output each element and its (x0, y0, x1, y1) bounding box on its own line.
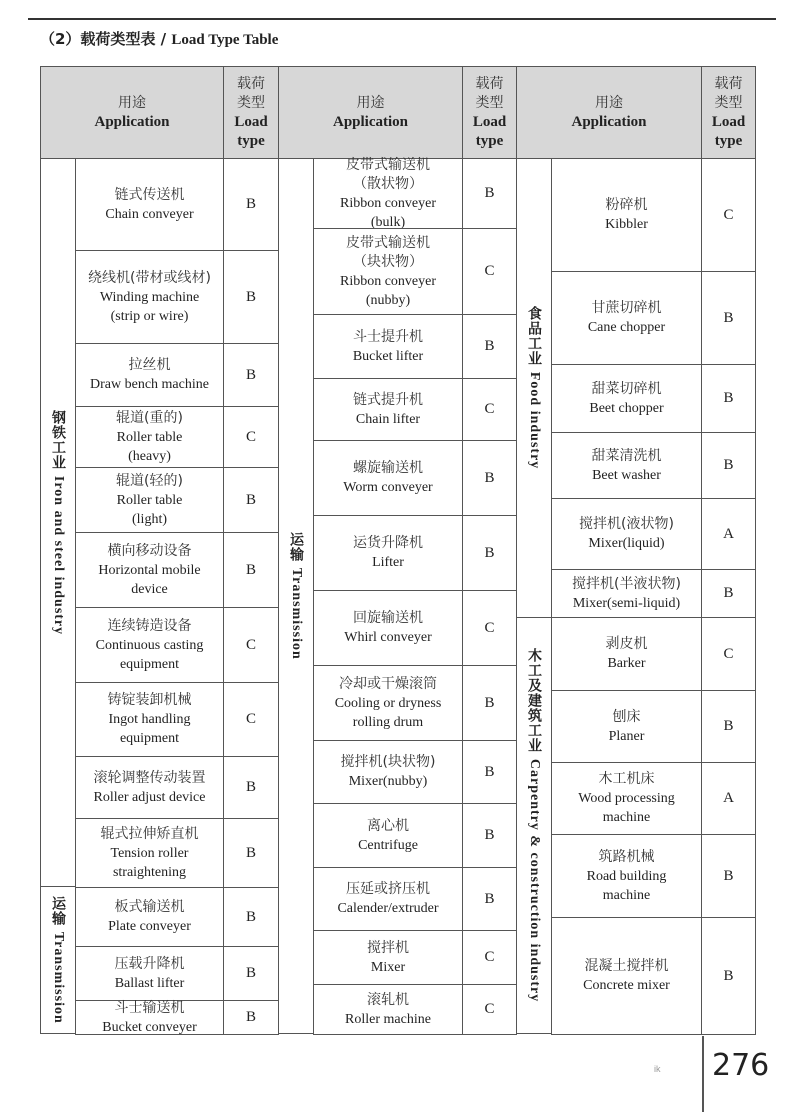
application-name-en: Roller table (116, 492, 183, 508)
application-name-cn: 混凝土搅拌机 (584, 958, 669, 974)
table-row-application (75, 818, 224, 888)
application-name-cn: 滚轮调整传动装置 (93, 769, 206, 786)
table-row-load-type: B (462, 665, 517, 741)
industry-label-iron-steel: 钢铁工业 Iron and steel industry (40, 158, 76, 887)
table-row-load-type: B (701, 569, 756, 618)
application-name-en: Continuous casting (95, 637, 204, 653)
application-name-en: (light) (132, 511, 167, 527)
application-name-en: (nubby) (365, 292, 411, 308)
table-row-load-type: B (701, 432, 756, 499)
table-row-load-type: B (223, 1000, 279, 1035)
application-name-en: Worm conveyer (343, 480, 433, 495)
table-row-load-type: B (462, 314, 517, 379)
table-row-load-type: B (701, 690, 756, 763)
table-row-application (313, 665, 463, 741)
header-application: 用途 Application (516, 66, 702, 159)
application-name-cn: 甜菜切碎机 (591, 380, 662, 397)
table-row-application (75, 1000, 224, 1035)
table-row-application (313, 440, 463, 516)
application-name-en: Mixer(nubby) (348, 774, 428, 789)
table-row-load-type: B (462, 867, 517, 931)
application-name-en: Mixer(liquid) (588, 536, 665, 551)
application-name-en: Ingot handling (108, 712, 191, 727)
table-row-load-type: B (462, 158, 517, 229)
header-load-type: 载荷 类型 Load type (462, 66, 517, 159)
title-cn: （2）载荷类型表 / (40, 30, 172, 48)
table-row-load-type: B (223, 946, 279, 1001)
header-application: 用途 Application (278, 66, 463, 159)
application-name-en: equipment (119, 656, 180, 672)
application-name-en: device (131, 581, 168, 597)
application-name-en: Wood processing (578, 791, 675, 806)
table-row-application (313, 314, 463, 379)
table-row-load-type: B (223, 887, 279, 947)
application-name-en: Tension roller (110, 845, 189, 861)
table-row-load-type: B (223, 343, 279, 407)
table-row-load-type: B (223, 756, 279, 819)
header-load-type: 载荷 类型 Load type (701, 66, 756, 159)
application-name-cn: 连续铸造设备 (107, 617, 192, 634)
table-row-application (75, 467, 224, 533)
application-name-cn: （块状物） (353, 253, 423, 270)
table-row-load-type: C (701, 617, 756, 691)
table-row-load-type: C (462, 590, 517, 666)
table-row-application (551, 569, 702, 618)
application-name-en: Roller machine (345, 1011, 431, 1027)
table-row-application (313, 158, 463, 229)
table-row-load-type: C (223, 406, 279, 468)
application-name-cn: 运货升降机 (353, 535, 423, 551)
application-name-en: Cooling or dryness (334, 695, 442, 711)
application-name-cn: 辊道(重的) (116, 409, 183, 426)
table-row-load-type: B (701, 917, 756, 1035)
application-name-en: Road building (586, 868, 667, 884)
table-row-application (313, 867, 463, 931)
application-name-en: Plate conveyer (108, 919, 191, 934)
table-row-application (313, 515, 463, 591)
application-name-cn: 压延或挤压机 (346, 881, 430, 897)
application-name-en: Mixer(semi-liquid) (572, 595, 681, 611)
footer-mark: ik (654, 1064, 661, 1074)
table-row-application (75, 946, 224, 1001)
table-row-application (313, 378, 463, 441)
application-name-en: Chain conveyer (105, 206, 194, 222)
table-row-application (551, 762, 702, 835)
application-name-cn: 离心机 (367, 817, 409, 834)
application-name-cn: 甘蔗切碎机 (591, 300, 662, 316)
application-name-cn: 搅拌机(半液状物) (572, 575, 681, 592)
table-row-load-type: A (701, 498, 756, 570)
table-row-load-type: C (701, 158, 756, 272)
table-row-load-type: B (701, 834, 756, 918)
application-name-cn: 搅拌机(液状物) (579, 516, 674, 532)
application-name-cn: 滚轧机 (367, 991, 409, 1008)
table-row-load-type: C (462, 984, 517, 1035)
page-title (40, 28, 278, 49)
table-row-load-type: B (223, 532, 279, 608)
table-row-application (551, 834, 702, 918)
header-application: 用途 Application (40, 66, 224, 159)
table-row-load-type: C (462, 378, 517, 441)
table-row-load-type: B (223, 467, 279, 533)
application-name-en: Barker (607, 656, 646, 671)
application-name-cn: 回旋输送机 (353, 610, 423, 626)
page-number: 276 (712, 1048, 770, 1083)
table-row-application (313, 590, 463, 666)
table-row-application (75, 343, 224, 407)
application-name-en: machine (602, 810, 651, 825)
application-name-cn: 链式传送机 (114, 186, 185, 203)
table-row-load-type: B (462, 515, 517, 591)
industry-label-carpentry: 木工及建筑工业 Carpentry & construction industry (516, 617, 552, 1034)
table-row-application (75, 756, 224, 819)
header-load-type: 载荷 类型 Load type (223, 66, 279, 159)
application-name-cn: 链式提升机 (353, 391, 423, 408)
application-name-en: Chain lifter (355, 411, 421, 427)
table-row-application (551, 690, 702, 763)
table-row-application (551, 158, 702, 272)
application-name-cn: 甜菜清洗机 (591, 447, 662, 464)
application-name-cn: 横向移动设备 (107, 542, 192, 559)
application-name-en: Centrifuge (358, 837, 418, 853)
application-name-cn: 绕线机(带材或线材) (88, 269, 211, 286)
table-row-application (551, 617, 702, 691)
application-name-en: (bulk) (370, 214, 406, 230)
table-row-application (551, 364, 702, 433)
table-row-application (75, 887, 224, 947)
application-name-en: (heavy) (128, 448, 171, 464)
application-name-en: Lifter (372, 555, 404, 570)
application-name-en: Ribbon conveyer (339, 195, 437, 211)
table-row-application (75, 406, 224, 468)
table-row-load-type: B (701, 271, 756, 365)
table-row-load-type: A (701, 762, 756, 835)
application-name-cn: 斗士提升机 (353, 328, 423, 345)
application-name-en: machine (602, 887, 651, 903)
table-row-application (75, 158, 224, 251)
application-name-cn: 粉碎机 (605, 197, 648, 213)
table-row-application (313, 228, 463, 315)
table-row-application (313, 740, 463, 804)
application-name-cn: 铸锭装卸机械 (107, 692, 192, 708)
application-name-cn: 剥皮机 (605, 636, 648, 652)
application-name-en: Ribbon conveyer (339, 273, 437, 289)
application-name-cn: 斗士输送机 (114, 999, 185, 1016)
table-row-load-type: B (223, 818, 279, 888)
table-row-application (75, 250, 224, 344)
application-name-cn: 皮带式输送机 (346, 234, 430, 251)
title-en: Load Type Table (171, 32, 279, 48)
table-row-load-type: C (462, 930, 517, 985)
table-row-application (75, 532, 224, 608)
application-name-en: Horizontal mobile (98, 562, 201, 578)
application-name-en: Cane chopper (587, 320, 666, 335)
application-name-cn: 皮带式输送机 (346, 156, 430, 173)
application-name-cn: 冷却或干燥滚筒 (339, 675, 437, 692)
application-name-en: Mixer (370, 959, 406, 975)
application-name-en: Whirl conveyer (344, 630, 432, 645)
table-row-load-type: B (701, 364, 756, 433)
table-row-application (313, 984, 463, 1035)
application-name-cn: 板式输送机 (114, 899, 185, 915)
application-name-en: Roller table (116, 429, 183, 445)
application-name-en: straightening (112, 864, 187, 880)
application-name-cn: 辊式拉伸矫直机 (100, 825, 199, 842)
table-row-load-type: B (462, 440, 517, 516)
application-name-cn: 拉丝机 (128, 357, 171, 373)
table-row-load-type: C (462, 228, 517, 315)
application-name-en: Concrete mixer (583, 978, 670, 993)
top-rule (28, 18, 776, 20)
application-name-en: Draw bench machine (90, 377, 209, 392)
application-name-cn: 筑路机械 (598, 848, 655, 865)
table-row-load-type: B (223, 158, 279, 251)
table-row-application (75, 607, 224, 683)
application-name-cn: 搅拌机(块状物) (340, 754, 436, 770)
application-name-cn: 压载升降机 (114, 955, 185, 972)
table-row-application (551, 271, 702, 365)
table-row-load-type: B (462, 803, 517, 868)
application-name-en: Bucket conveyer (102, 1019, 197, 1035)
application-name-cn: （散状物） (353, 175, 423, 192)
application-name-cn: 木工机床 (598, 771, 655, 787)
table-row-load-type: C (223, 607, 279, 683)
table-row-application (313, 803, 463, 868)
application-name-en: rolling drum (352, 714, 424, 730)
application-name-en: Planer (608, 728, 645, 744)
page-number-divider (702, 1036, 704, 1112)
application-name-en: Winding machine (99, 289, 200, 305)
application-name-en: Roller adjust device (93, 789, 206, 805)
application-name-cn: 刨床 (612, 708, 641, 725)
application-name-en: equipment (119, 731, 180, 746)
table-row-load-type: B (462, 740, 517, 804)
application-name-en: Bucket lifter (352, 348, 424, 364)
application-name-en: (strip or wire) (110, 308, 189, 324)
table-row-application (551, 498, 702, 570)
industry-label-transmission-2: 运输 Transmission (278, 158, 314, 1034)
table-row-application (551, 432, 702, 499)
table-row-application (313, 930, 463, 985)
table-row-application (75, 682, 224, 757)
application-name-cn: 搅拌机 (367, 939, 409, 956)
application-name-en: Beet chopper (589, 400, 664, 416)
application-name-en: Ballast lifter (114, 975, 185, 991)
application-name-en: Kibbler (605, 217, 648, 232)
application-name-cn: 辊道(轻的) (116, 472, 183, 489)
table-row-load-type: B (223, 250, 279, 344)
application-name-cn: 螺旋输送机 (353, 460, 423, 476)
application-name-en: Calender/extruder (337, 901, 439, 916)
industry-label-food: 食品工业 Food industry (516, 158, 552, 618)
industry-label-transmission-1: 运输 Transmission (40, 886, 76, 1034)
application-name-en: Beet washer (592, 467, 661, 483)
table-row-load-type: C (223, 682, 279, 757)
table-row-application (551, 917, 702, 1035)
